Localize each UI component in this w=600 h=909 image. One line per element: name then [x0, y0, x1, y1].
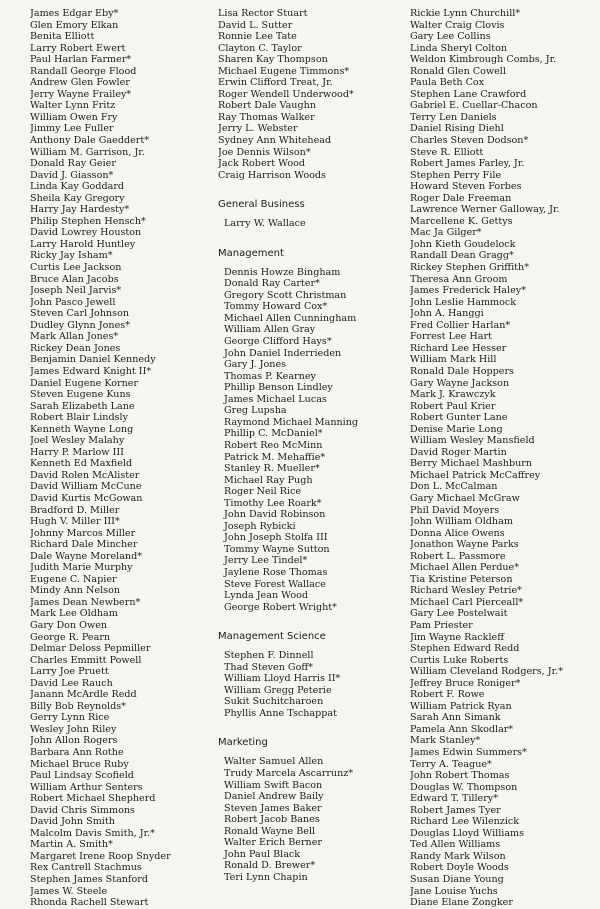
graduate-name: Joel Wesley Malahy — [30, 435, 125, 447]
graduate-name: Phyllis Anne Tschappat — [224, 707, 337, 719]
graduate-name: Pamela Ann Skodlar* — [410, 723, 514, 735]
graduate-name: Joseph Neil Jarvis* — [30, 285, 122, 297]
graduate-name: Robert Doyle Woods — [410, 862, 509, 874]
graduate-name: John Daniel Inderrieden — [224, 347, 342, 359]
graduate-name: Richard Lee Wilenzick — [410, 816, 520, 828]
graduate-name: Michael Bruce Ruby — [30, 758, 129, 770]
graduate-name: William Swift Bacon — [224, 779, 323, 791]
graduate-name: Pam Priester — [410, 619, 473, 631]
graduate-name: Steven Eugene Kuns — [30, 389, 131, 401]
graduate-name: Thomas P. Kearney — [224, 370, 316, 382]
graduate-name: Benita Elliott — [30, 31, 95, 43]
graduate-name: Robert Paul Krier — [410, 400, 496, 412]
graduate-name: Michael Patrick McCaffrey — [410, 469, 541, 481]
graduate-name: Tia Kristine Peterson — [410, 573, 513, 585]
graduate-name: Robert Blair Lindsly — [30, 412, 129, 424]
graduate-name: Robert Jacob Banes — [224, 814, 320, 826]
graduate-name: Dale Wayne Moreland* — [30, 550, 143, 562]
graduate-name: Gabriel E. Cuellar-Chacon — [410, 100, 538, 112]
graduate-name: Paul Harlan Farmer* — [30, 54, 132, 66]
graduate-name: Tommy Wayne Sutton — [224, 543, 330, 555]
graduate-name: Stephen Edward Redd — [410, 643, 520, 655]
graduate-name: Douglas Lloyd Williams — [410, 827, 525, 839]
graduate-name: Martin A. Smith* — [30, 839, 113, 851]
graduate-name: John Pasco Jewell — [30, 296, 116, 308]
graduate-name: Benjamin Daniel Kennedy — [30, 354, 156, 366]
graduate-name: Fred Collier Harlan* — [410, 319, 511, 331]
graduate-name: Rex Cantrell Stachmus — [30, 862, 142, 874]
graduate-name: John Paul Black — [224, 848, 301, 860]
graduate-name: James W. Steele — [30, 885, 108, 897]
graduate-name: Walter Lynn Fritz — [30, 100, 116, 112]
graduate-name: Mark Allan Jones* — [30, 331, 119, 343]
graduate-name: Donna Alice Owens — [410, 527, 505, 539]
graduate-name: Jerry L. Webster — [218, 123, 298, 135]
section-heading: General Business — [218, 199, 305, 211]
section-heading: Marketing — [218, 737, 268, 749]
graduate-name: Stephen F. Dinnell — [224, 650, 314, 662]
graduate-name: Sukit Suchitcharoen — [224, 696, 324, 708]
graduate-name: James Edwin Summers* — [410, 747, 527, 758]
graduate-name: Steve R. Elliott — [410, 146, 484, 158]
graduate-name: Roger Neil Rice — [224, 486, 302, 498]
graduate-name: Denise Marie Long — [410, 423, 503, 435]
graduate-name: David Chris Simmons — [30, 804, 135, 816]
graduate-name: Charles Steven Dodson* — [410, 135, 529, 147]
graduate-name: Rickey Dean Jones — [30, 342, 121, 354]
graduate-name: Stephen Lane Crawford — [410, 88, 527, 100]
graduate-name: Stephen Perry File — [410, 169, 502, 181]
graduate-name: Steven Carl Johnson — [30, 308, 130, 320]
graduate-name: Lisa Rector Stuart — [218, 8, 308, 19]
graduate-name: Greg Lupsha — [224, 405, 287, 417]
graduate-name: Curtis Lee Jackson — [30, 262, 122, 274]
name-column-3 — [410, 8, 595, 909]
graduate-name: Terry Len Daniels — [410, 111, 497, 123]
graduate-name: Randy Mark Wilson — [410, 850, 506, 862]
graduate-name: Richard Dale Mincher — [30, 539, 138, 551]
graduate-name: John Joseph Stolfa III — [224, 532, 328, 544]
graduate-name: David Roger Martin — [410, 446, 507, 458]
graduate-name: Joe Dennis Wilson* — [218, 146, 311, 158]
graduate-name: Gary Wayne Jackson — [410, 377, 510, 389]
graduate-name: Ricky Jay Isham* — [30, 250, 113, 262]
graduate-name: David Lowrey Houston — [30, 227, 142, 239]
graduate-name: John A. Hanggi — [410, 308, 484, 320]
graduate-name: William Patrick Ryan — [410, 700, 512, 712]
graduate-name: Jimmy Lee Fuller — [30, 123, 114, 135]
graduate-name: Walter Samuel Allen — [224, 756, 324, 768]
graduate-name: Sarah Elizabeth Lane — [30, 400, 135, 412]
graduate-name: Weldon Kimbrough Combs, Jr. — [410, 54, 557, 66]
graduate-name: Michael Ray Pugh — [224, 474, 313, 486]
graduate-name: Paula Beth Cox — [410, 77, 485, 89]
graduate-name: Eugene C. Napier — [30, 573, 117, 585]
graduate-name: Erwin Clifford Treat, Jr. — [218, 77, 333, 89]
graduate-name: Harry P. Marlow III — [30, 446, 124, 458]
graduate-name: John David Robinson — [224, 509, 326, 521]
graduate-name: Kenneth Ed Maxfield — [30, 458, 133, 470]
graduate-name: James Edgar Eby* — [30, 8, 119, 19]
graduate-name: William Owen Fry — [30, 111, 118, 123]
graduate-name: Glen Emory Elkan — [30, 19, 119, 31]
graduate-name: Delmar Deloss Pepmiller — [30, 643, 151, 655]
graduate-name: Clayton C. Taylor — [218, 42, 302, 54]
graduate-name: John William Oldham — [410, 516, 513, 528]
graduate-name: Lynda Jean Wood — [224, 590, 309, 602]
graduate-name: Ronald Glen Cowell — [410, 65, 506, 77]
graduate-name: George Clifford Hays* — [224, 336, 332, 348]
graduate-name: Ray Thomas Walker — [218, 111, 315, 123]
graduate-name: Robert L. Passmore — [410, 550, 506, 562]
graduate-name: Bruce Alan Jacobs — [30, 273, 119, 285]
graduate-name: William Gregg Peterie — [224, 684, 332, 696]
graduate-name: John Leslie Hammock — [410, 296, 517, 308]
graduate-name: Gary Lee Collins — [410, 31, 491, 43]
graduate-name: Randall Dean Gragg* — [410, 250, 514, 262]
graduate-name: William M. Garrison, Jr. — [30, 146, 145, 158]
graduate-name: Robert Reo McMinn — [224, 439, 323, 451]
section-heading: Management Science — [218, 631, 326, 643]
graduate-name: David J. Giasson* — [30, 169, 114, 181]
graduate-name: Jerry Wayne Frailey* — [30, 88, 132, 100]
graduate-name: Phillip C. McDaniel* — [224, 428, 323, 440]
graduate-name: Hugh V. Miller III* — [30, 516, 120, 528]
graduate-name: Douglas W. Thompson — [410, 781, 518, 793]
graduate-name: Mark Lee Oldham — [30, 608, 118, 620]
graduate-name: Bradford D. Miller — [30, 504, 120, 516]
graduate-name: Stanley R. Mueller* — [224, 463, 320, 475]
graduate-name: Margaret Irene Roop Snyder — [30, 850, 171, 862]
graduate-name: Diane Elane Zongker — [410, 897, 513, 909]
graduate-name: Lawrence Werner Galloway, Jr. — [410, 204, 560, 216]
graduate-name: David William McCune — [30, 481, 142, 493]
graduate-name: David L. Sutter — [218, 19, 293, 31]
graduate-name: Walter Craig Clovis — [410, 19, 505, 31]
graduate-name: Charles Emmitt Powell — [30, 654, 142, 666]
graduate-name: Jim Wayne Rackleff — [410, 631, 505, 643]
graduate-name: Philip Stephen Hensch* — [30, 215, 146, 227]
graduate-name: Larry Robert Ewert — [30, 42, 126, 54]
graduate-name: Teri Lynn Chapin — [224, 871, 308, 883]
graduate-name: Randall George Flood — [30, 65, 137, 77]
graduate-name: Tommy Howard Cox* — [224, 301, 328, 313]
graduate-name: Sharen Kay Thompson — [218, 54, 328, 66]
graduate-name: Jerry Lee Tindel* — [224, 555, 308, 567]
graduate-name: Michael Carl Pierceall* — [410, 596, 524, 608]
graduate-name: Donald Ray Geier — [30, 158, 116, 170]
graduate-name: Andrew Glen Fowler — [30, 77, 130, 89]
graduate-name: Rickey Stephen Griffith* — [410, 262, 529, 274]
graduate-name: David John Smith — [30, 816, 115, 828]
graduate-name: Steven James Baker — [224, 802, 322, 814]
graduate-name: David Lee Rauch — [30, 677, 113, 689]
graduate-name: Daniel Rising Diehl — [410, 123, 504, 135]
graduate-name: Jane Louise Yuchs — [410, 885, 498, 897]
graduate-name: Johnny Marcos Miller — [30, 527, 136, 539]
graduate-name: William Allen Gray — [224, 324, 316, 336]
graduate-name: David Kurtis McGowan — [30, 492, 143, 504]
graduate-name: Ronald Dale Hoppers — [410, 365, 514, 377]
graduate-name: Mac Ja Gilger* — [410, 227, 482, 239]
graduate-name: Terry A. Teague* — [410, 758, 492, 770]
graduate-name: Jonathon Wayne Parks — [410, 539, 519, 551]
graduate-name: Ronald Wayne Bell — [224, 825, 316, 837]
graduate-name: Robert Gunter Lane — [410, 412, 508, 424]
graduate-name: John Robert Thomas — [410, 770, 510, 782]
graduate-name: Malcolm Davis Smith, Jr.* — [30, 827, 155, 839]
graduate-name: Paul Lindsay Scofield — [30, 770, 134, 782]
graduate-name: Ronnie Lee Tate — [218, 31, 297, 43]
graduate-name: Gary Don Owen — [30, 619, 108, 631]
graduate-name: Dudley Glynn Jones* — [30, 319, 130, 331]
graduate-name: Jeffrey Bruce Roniger* — [410, 677, 521, 689]
graduate-name: James Dean Newbern* — [30, 596, 141, 608]
graduate-name: William Mark Hill — [410, 354, 497, 366]
graduate-name: Sarah Ann Simank — [410, 712, 501, 724]
graduate-name: Stephen James Stanford — [30, 874, 149, 886]
graduate-name: Timothy Lee Roark* — [224, 497, 322, 509]
graduate-name: David Rolen McAlister — [30, 469, 140, 481]
graduate-name: Mindy Ann Nelson — [30, 585, 121, 597]
graduate-name: Ted Allen Williams — [410, 839, 501, 851]
graduate-name: Don L. McCalman — [410, 481, 498, 493]
graduate-name: Larry Harold Huntley — [30, 238, 136, 250]
graduate-name: Gary Lee Postelwait — [410, 608, 508, 620]
graduate-name: William Cleveland Rodgers, Jr.* — [410, 666, 563, 678]
graduate-name: Patrick M. Mehaffie* — [224, 451, 326, 463]
graduate-name: Robert James Farley, Jr. — [410, 158, 525, 170]
graduate-name: Billy Bob Reynolds* — [30, 700, 126, 712]
graduate-name: Joseph Rybicki — [224, 520, 296, 532]
graduate-name: Robert James Tyer — [410, 804, 501, 816]
graduate-name: Dennis Howze Bingham — [224, 266, 341, 278]
graduate-name: Walter Erich Berner — [224, 837, 322, 849]
section-heading: Management — [218, 247, 284, 259]
graduate-name: James Edward Knight II* — [30, 365, 152, 377]
graduate-name: Gregory Scott Christman — [224, 289, 347, 301]
graduate-name: Michael Eugene Timmons* — [218, 65, 350, 77]
graduate-name: Daniel Andrew Baily — [224, 791, 324, 803]
name-column-2 — [218, 8, 398, 883]
name-column-1 — [30, 8, 210, 909]
graduate-name: Barbara Ann Rothe — [30, 747, 124, 758]
graduate-name: Gerry Lynn Rice — [30, 712, 110, 724]
graduate-name: James Frederick Haley* — [410, 285, 526, 297]
graduate-name: Raymond Michael Manning — [224, 416, 359, 428]
graduate-name: Michael Allen Perdue* — [410, 562, 520, 574]
graduate-name: Trudy Marcela Ascarrunz* — [224, 767, 354, 779]
graduate-name: Thad Steven Goff* — [224, 661, 313, 673]
graduate-name: Theresa Ann Groom — [410, 273, 508, 285]
graduate-name: Rickie Lynn Churchill* — [410, 8, 521, 19]
graduate-name: Sydney Ann Whitehead — [218, 135, 332, 147]
graduate-name: Anthony Dale Gaeddert* — [30, 135, 150, 147]
graduate-name: Marcellene K. Gettys — [410, 215, 513, 227]
graduate-name: John Kieth Goudelock — [410, 238, 516, 250]
graduate-name: Roger Wendell Underwood* — [218, 88, 354, 100]
graduate-name: Gary J. Jones — [224, 359, 287, 371]
graduate-name: Larry W. Wallace — [224, 218, 306, 230]
graduate-name: Berry Michael Mashburn — [410, 458, 533, 470]
graduate-name: William Wesley Mansfield — [410, 435, 535, 447]
graduate-name: Mark J. Krawczyk — [410, 389, 496, 401]
graduate-name: George Robert Wright* — [224, 601, 337, 613]
graduate-name: Larry Joe Pruett — [30, 666, 109, 678]
graduate-name: Mark Stanley* — [410, 735, 481, 747]
graduate-name: Edward T. Tillery* — [410, 793, 499, 805]
graduate-name: Craig Harrison Woods — [218, 169, 326, 181]
graduate-name: Rhonda Rachell Stewart — [30, 897, 149, 909]
graduate-name: Steve Forest Wallace — [224, 578, 326, 590]
graduate-name: William Arthur Senters — [30, 781, 143, 793]
graduate-name: George R. Pearn — [30, 631, 111, 643]
graduate-name: Robert Michael Shepherd — [30, 793, 156, 805]
graduate-name: Daniel Eugene Korner — [30, 377, 139, 389]
graduate-name: Wesley John Riley — [30, 723, 117, 735]
graduate-name: Phillip Benson Lindley — [224, 382, 333, 394]
graduate-name: Judith Marie Murphy — [30, 562, 133, 574]
graduate-name: Robert Dale Vaughn — [218, 100, 316, 112]
graduate-name: Gary Michael McGraw — [410, 492, 520, 504]
graduate-name: Phil David Moyers — [410, 504, 500, 516]
graduate-name: Susan Diane Young — [410, 874, 504, 886]
graduate-name: Forrest Lee Hart — [410, 331, 492, 343]
graduate-name: Kenneth Wayne Long — [30, 423, 134, 435]
graduate-name: Richard Lee Hesser — [410, 342, 507, 354]
graduate-name: Howard Steven Forbes — [410, 181, 522, 193]
graduate-name: Michael Allen Cunningham — [224, 312, 357, 324]
graduate-name: James Michael Lucas — [224, 393, 327, 405]
graduate-name: Roger Dale Freeman — [410, 192, 512, 204]
graduate-name: Robert F. Rowe — [410, 689, 485, 701]
graduate-name: Richard Wesley Petrie* — [410, 585, 522, 597]
graduate-name: Linda Kay Goddard — [30, 181, 125, 193]
graduate-name: Jaylene Rose Thomas — [224, 566, 328, 578]
graduate-name: Donald Ray Carter* — [224, 278, 320, 290]
graduate-name: Curtis Luke Roberts — [410, 654, 509, 666]
graduate-name: Janann McArdle Redd — [30, 689, 137, 701]
graduate-name: Jack Robert Wood — [218, 158, 306, 170]
graduate-name: Harry Jay Hardesty* — [30, 204, 130, 216]
graduate-name: Ronald D. Brewer* — [224, 860, 316, 872]
graduate-name: William Lloyd Harris II* — [224, 673, 341, 685]
graduate-name: Linda Sheryl Colton — [410, 42, 508, 54]
graduate-name: Sheila Kay Gregory — [30, 192, 125, 204]
graduate-name: John Allon Rogers — [30, 735, 118, 747]
